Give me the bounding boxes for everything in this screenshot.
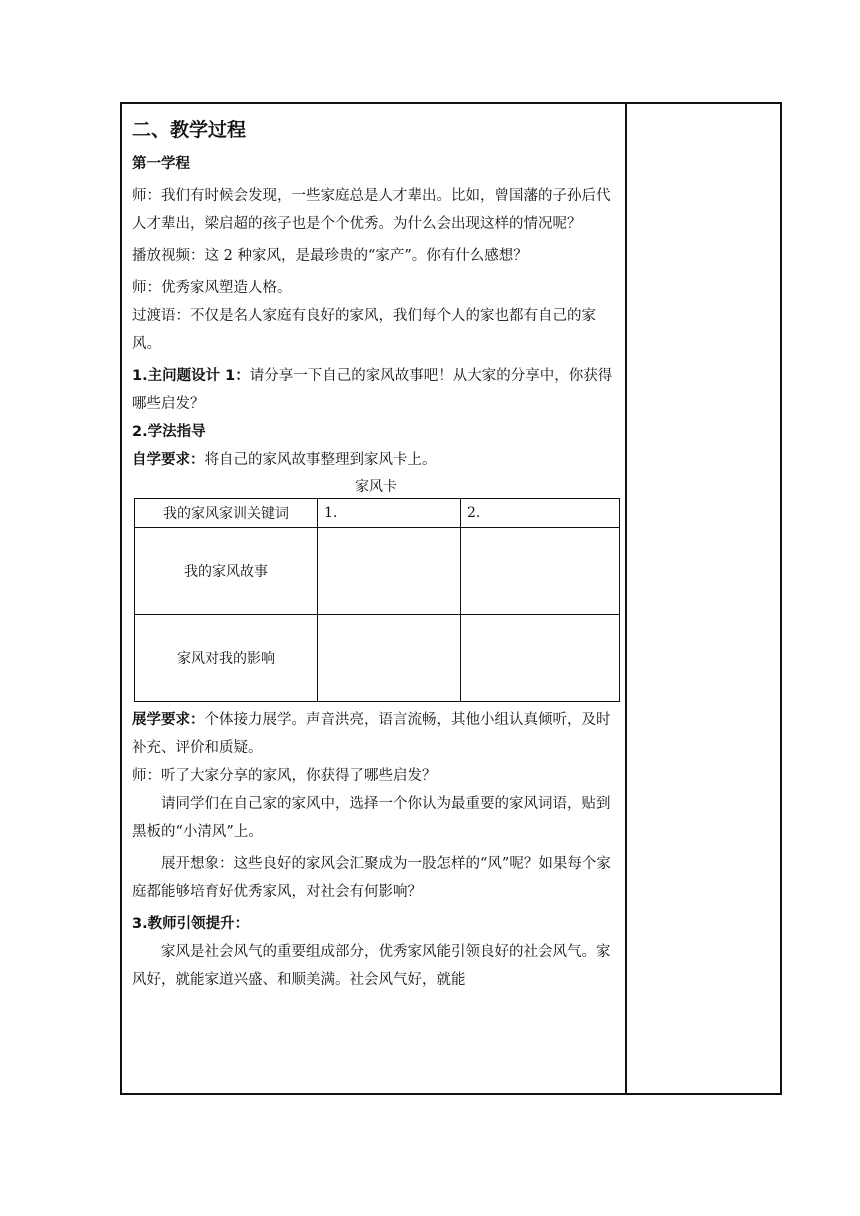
column-divider (625, 102, 627, 1095)
paragraph-blackboard: 请同学们在自己家的家风中，选择一个你认为最重要的家风词语，贴到黑板的“小清风”上。 (132, 796, 611, 840)
card-keyword-1: 1. (318, 499, 461, 528)
paragraph-inspiration: 师：听了大家分享的家风，你获得了哪些启发？ (132, 768, 437, 784)
paragraph-transition: 过渡语：不仅是名人家庭有良好的家风，我们每个人的家也都有自己的家风。 (132, 308, 596, 352)
paragraph-summary: 家风是社会风气的重要组成部分，优秀家风能引领良好的社会风气。家风好，就能家道兴盛、和顺美满。社会风气好，就能 (132, 944, 611, 988)
card-caption: 家风卡 (355, 479, 397, 495)
main-question (132, 362, 620, 418)
card-label-story: 我的家风故事 (135, 528, 318, 615)
paragraph-video: 播放视频：这 2 种家风，是最珍贵的“家产”。你有什么感想？ (132, 248, 528, 264)
main-question-label: 1.主问题设计 1： (132, 368, 250, 384)
main-question-text: 请分享一下自己的家风故事吧！从大家的分享中，你获得哪些启发？ (132, 368, 613, 412)
card-cell-empty (461, 615, 620, 702)
section-title: 二、教学过程 (132, 119, 247, 141)
card-cell-empty (461, 528, 620, 615)
card-label-keywords: 我的家风家训关键词 (135, 499, 318, 528)
teacher-heading: 3.教师引领提升： (132, 916, 250, 932)
card-row-story (135, 528, 620, 615)
card-cell-empty (318, 615, 461, 702)
self-study-text: 将自己的家风故事整理到家风卡上。 (204, 452, 437, 468)
self-study-requirement (132, 446, 620, 474)
paragraph-intro: 师：我们有时候会发现，一些家庭总是人才辈出。比如，曾国藩的子孙后代人才辈出，梁启超的孩子也是个个优秀。为什么会出现这样的情况呢？ (132, 188, 611, 232)
stage-title: 第一学程 (132, 156, 190, 172)
show-text: 个体接力展学。声音洪亮，语言流畅，其他小组认真倾听，及时补充、评价和质疑。 (132, 712, 611, 756)
show-label: 展学要求： (132, 712, 205, 728)
show-requirement (132, 706, 620, 762)
card-keyword-2: 2. (461, 499, 620, 528)
paragraph-imagine: 展开想象：这些良好的家风会汇聚成为一股怎样的“风”呢？如果每个家庭都能够培育好优秀家风，对社会有何影响？ (132, 856, 611, 900)
card-row-keywords (135, 499, 620, 528)
main-content-cell (132, 112, 620, 1090)
card-row-influence (135, 615, 620, 702)
card-cell-empty (318, 528, 461, 615)
card-label-influence: 家风对我的影响 (135, 615, 318, 702)
self-study-label: 自学要求： (132, 452, 205, 468)
guide-heading: 2.学法指导 (132, 424, 206, 440)
family-style-card (134, 498, 620, 702)
paragraph-teacher-note: 师：优秀家风塑造人格。 (132, 280, 292, 296)
